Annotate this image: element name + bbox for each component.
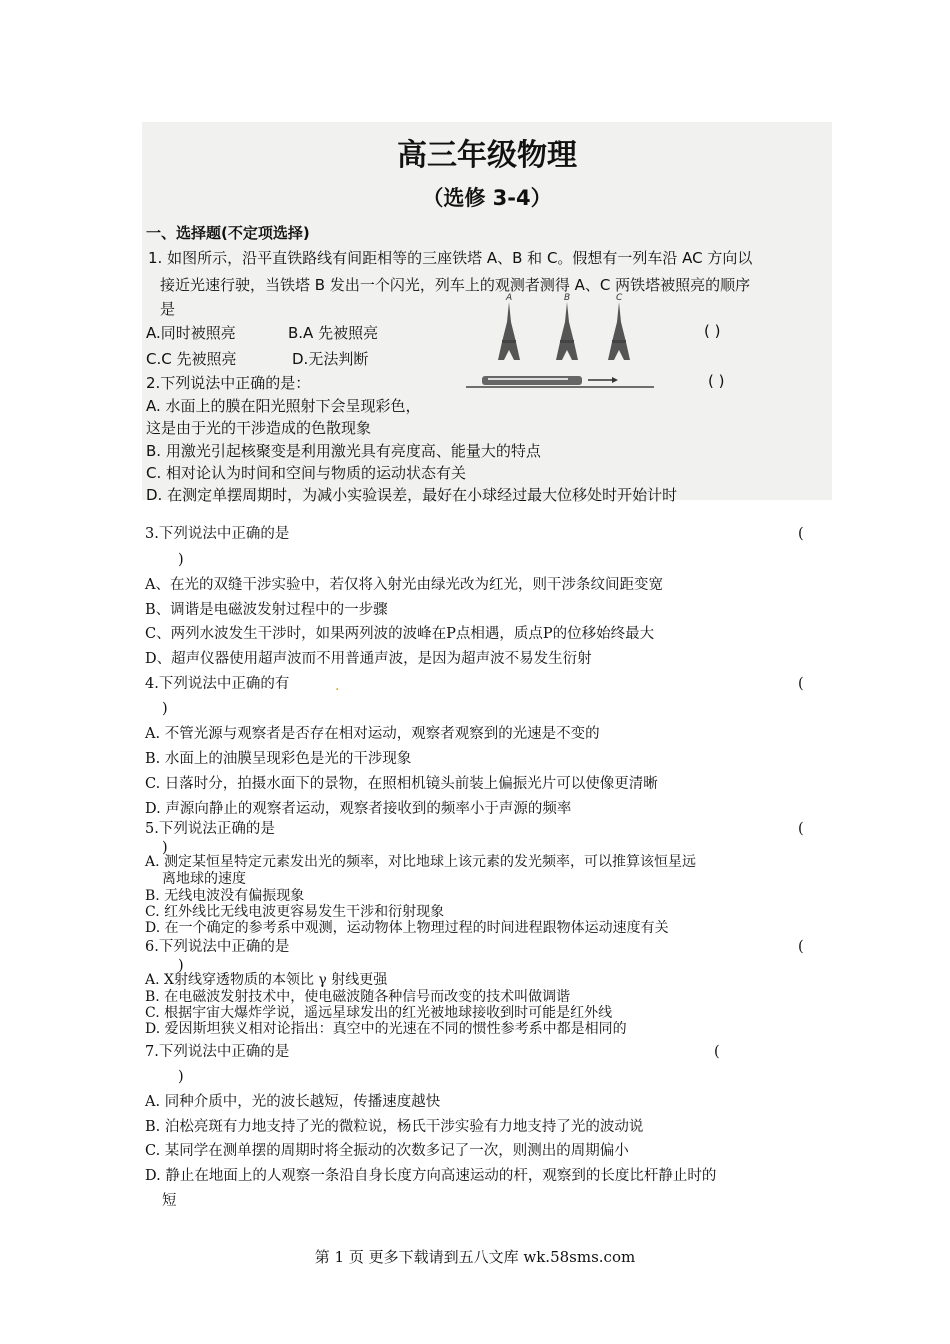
q5-option-a-line1: A. 测定某恒星特定元素发出光的频率，对比地球上该元素的发光频率，可以推算该恒星远 <box>145 854 697 870</box>
q4-paren-open: ( <box>798 676 804 692</box>
q1-answer-paren: ( ) <box>704 322 721 340</box>
q7-stem: 7.下列说法中正确的是 <box>145 1044 290 1060</box>
train-icon <box>466 376 654 387</box>
q4-option-d: D. 声源向静止的观察者运动，观察者接收到的频率小于声源的频率 <box>145 801 572 817</box>
q6-stem: 6.下列说法中正确的是 <box>145 939 290 955</box>
page-subtitle: （选修 3-4） <box>422 186 552 210</box>
q6-option-b: B. 在电磁波发射技术中，使电磁波随各种信号而改变的技术叫做调谐 <box>145 989 571 1005</box>
page-footer: 第 1 页 更多下载请到五八文库 wk.58sms.com <box>314 1248 636 1266</box>
tower-c-icon <box>608 293 630 360</box>
q3-option-c: C、两列水波发生干涉时，如果两列波的波峰在P点相遇，质点P的位移始终最大 <box>145 626 655 642</box>
q7-option-b: B. 泊松亮斑有力地支持了光的微粒说，杨氏干涉实验有力地支持了光的波动说 <box>145 1119 644 1135</box>
q7-option-d-line2: 短 <box>162 1193 177 1209</box>
q2-stem: 2.下列说法中正确的是： <box>146 374 311 392</box>
q5-option-b: B. 无线电波没有偏振现象 <box>145 888 305 904</box>
q1-stem-line3: 是 <box>160 300 176 318</box>
q2-answer-paren: ( ) <box>708 372 725 390</box>
page-title: 高三年级物理 <box>397 138 577 173</box>
q3-option-d: D、超声仪器使用超声波而不用普通声波，是因为超声波不易发生衍射 <box>145 651 592 667</box>
svg-text:C: C <box>616 293 623 303</box>
q4-paren-close: ) <box>162 701 168 717</box>
q7-paren-close: ) <box>178 1069 184 1085</box>
stray-dot: . <box>335 678 340 694</box>
q1-option-b: B.A 先被照亮 <box>288 324 379 342</box>
q3-stem: 3.下列说法中正确的是 <box>145 526 290 542</box>
q4-option-b: B. 水面上的油膜呈现彩色是光的干涉现象 <box>145 751 412 767</box>
tower-a-icon <box>498 293 520 360</box>
q2-option-a-line1: A. 水面上的膜在阳光照射下会呈现彩色， <box>146 397 421 415</box>
scanned-header-block <box>142 122 832 504</box>
q6-paren-close: ) <box>178 958 184 974</box>
q1-stem-line2: 接近光速行驶，当铁塔 B 发出一个闪光，列车上的观测者测得 A、C 两铁塔被照亮的顺序 <box>160 276 751 294</box>
q5-option-d: D. 在一个确定的参考系中观测，运动物体上物理过程的时间进程跟物体运动速度有关 <box>145 920 669 936</box>
q2-option-c: C. 相对论认为时间和空间与物质的运动状态有关 <box>146 464 467 482</box>
q1-stem-line1: 1. 如图所示，沿平直铁路线有间距相等的三座铁塔 A、B 和 C。假想有一列车沿 AC 方向以 <box>148 249 753 267</box>
q1-option-a: A.同时被照亮 <box>146 324 236 342</box>
q7-paren-open: ( <box>714 1044 720 1060</box>
q4-stem: 4.下列说法中正确的有 <box>145 676 290 692</box>
q6-option-a: A. X射线穿透物质的本领比 γ 射线更强 <box>145 972 388 988</box>
tower-b-icon <box>556 293 578 360</box>
q5-option-c: C. 红外线比无线电波更容易发生干涉和衍射现象 <box>145 904 445 920</box>
section-heading: 一、选择题(不定项选择) <box>146 224 310 242</box>
q2-option-b: B. 用激光引起核聚变是利用激光具有亮度高、能量大的特点 <box>146 442 541 460</box>
q7-option-d-line1: D. 静止在地面上的人观察一条沿自身长度方向高速运动的杆，观察到的长度比杆静止时的 <box>145 1168 717 1184</box>
q3-paren-open: ( <box>798 526 804 542</box>
q5-stem: 5.下列说法正确的是 <box>145 821 275 837</box>
q1-option-c: C.C 先被照亮 <box>146 350 237 368</box>
q6-option-d: D. 爱因斯坦狭义相对论指出：真空中的光速在不同的惯性参考系中都是相同的 <box>145 1021 627 1037</box>
q6-option-c: C. 根据宇宙大爆炸学说，遥远星球发出的红光被地球接收到时可能是红外线 <box>145 1005 613 1021</box>
tower-train-illustration <box>464 292 664 392</box>
q4-option-c: C. 日落时分，拍摄水面下的景物，在照相机镜头前装上偏振光片可以使像更清晰 <box>145 776 658 792</box>
q1-option-d: D.无法判断 <box>292 350 369 368</box>
q5-paren-close: ) <box>162 840 168 856</box>
q5-paren-open: ( <box>798 821 804 837</box>
svg-text:A: A <box>506 293 513 303</box>
q3-paren-close: ) <box>178 552 184 568</box>
q4-option-a: A. 不管光源与观察者是否存在相对运动，观察者观察到的光速是不变的 <box>145 726 600 742</box>
svg-text:B: B <box>564 293 571 303</box>
q2-option-a-line2: 这是由于光的干涉造成的色散现象 <box>146 419 372 437</box>
q7-option-c: C. 某同学在测单摆的周期时将全振动的次数多记了一次，则测出的周期偏小 <box>145 1143 629 1159</box>
q3-option-b: B、调谐是电磁波发射过程中的一步骤 <box>145 602 388 618</box>
q3-option-a: A、在光的双缝干涉实验中，若仅将入射光由绿光改为红光，则干涉条纹间距变宽 <box>145 577 663 593</box>
q5-option-a-line2: 离地球的速度 <box>162 871 246 887</box>
q6-paren-open: ( <box>798 939 804 955</box>
q2-option-d: D. 在测定单摆周期时，为减小实验误差，最好在小球经过最大位移处时开始计时 <box>146 486 678 504</box>
q7-option-a: A. 同种介质中，光的波长越短，传播速度越快 <box>145 1094 441 1110</box>
